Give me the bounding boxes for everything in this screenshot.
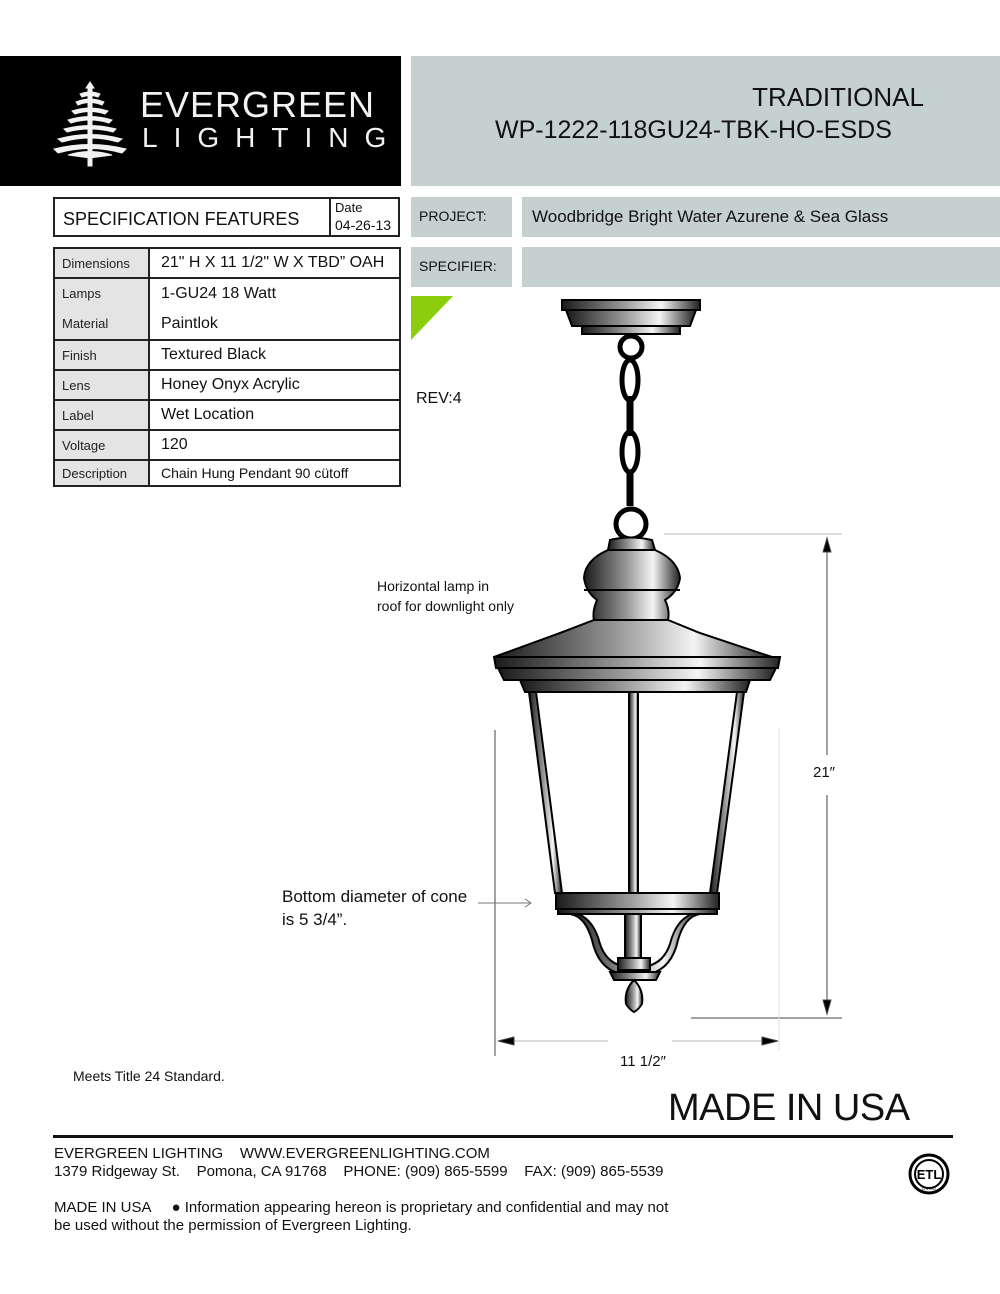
height-dimension-label: 21″: [813, 764, 835, 781]
specifier-value-cell: [522, 247, 1000, 287]
spec-label: Material: [62, 316, 109, 331]
project-label-cell: [411, 197, 512, 237]
table-row: [54, 460, 400, 486]
ceiling-canopy-icon: [562, 300, 700, 334]
table-row: [54, 340, 400, 370]
lantern-bottom-icon: [570, 914, 700, 1012]
roof-lamp-note: Horizontal lamp in roof for downlight only: [377, 578, 514, 614]
spec-value: 120: [149, 430, 400, 460]
svg-text:LISTED: LISTED: [921, 1186, 937, 1191]
width-dimension-label: 11 1/2″: [620, 1053, 666, 1070]
spec-value: 21" H X 11 1/2" W X TBD” OAH: [149, 248, 400, 278]
etl-listed-icon: [905, 1152, 953, 1196]
spec-label: Description: [54, 460, 149, 486]
date-label: Date: [335, 200, 363, 215]
footer-company-website: EVERGREEN LIGHTING WWW.EVERGREENLIGHTING.COM: [54, 1145, 490, 1162]
spec-value: Paintlok: [161, 315, 218, 332]
spec-features-title: SPECIFICATION FEATURES: [63, 209, 300, 229]
lantern-cage-icon: [529, 692, 744, 914]
project-label: PROJECT:: [419, 208, 487, 224]
spec-value: Chain Hung Pendant 90 cütoff: [149, 460, 400, 486]
spec-label: Label: [54, 400, 149, 430]
cone-diameter-note: Bottom diameter of cone is 5 3/4”.: [282, 887, 468, 929]
table-row: [54, 430, 400, 460]
spec-label: Lamps: [62, 286, 102, 301]
spec-label: Finish: [54, 340, 149, 370]
made-in-usa-banner: MADE IN USA: [668, 1087, 910, 1129]
spec-label: Dimensions: [54, 248, 149, 278]
chain-icon: [616, 336, 646, 539]
brand-name-line2: LIGHTING: [142, 122, 403, 153]
spec-value: Textured Black: [149, 340, 400, 370]
brand-name-line1: EVERGREEN: [140, 84, 376, 125]
spec-value: Honey Onyx Acrylic: [149, 370, 400, 400]
spec-label: Voltage: [54, 430, 149, 460]
spec-value: 1-GU24 18 Watt: [161, 285, 277, 302]
specifier-label-cell: [411, 247, 512, 287]
brand-logo-block: [0, 56, 401, 186]
revision-label: REV:4: [416, 390, 462, 407]
green-corner-marker: [411, 296, 453, 340]
lantern-roof-icon: [494, 538, 780, 693]
specifier-label: SPECIFIER:: [419, 258, 497, 274]
title-24-compliance: Meets Title 24 Standard.: [73, 1068, 225, 1084]
spec-label: Lens: [54, 370, 149, 400]
spec-table: [53, 247, 401, 487]
footer-address-contact: 1379 Ridgeway St. Pomona, CA 91768 PHONE: (909) 865-5599 FAX: (909) 865-5539: [54, 1163, 664, 1180]
pendant-lantern-drawing: [470, 290, 870, 1070]
divider: [329, 199, 331, 235]
date-value: 04-26-13: [335, 217, 392, 233]
evergreen-tree-icon: [50, 78, 130, 170]
product-model-number: WP-1222-118GU24-TBK-HO-ESDS: [495, 116, 892, 144]
footer-divider: [53, 1135, 953, 1138]
table-row: [54, 248, 400, 278]
table-row: [54, 400, 400, 430]
product-title-block: [411, 56, 1000, 186]
project-value: Woodbridge Bright Water Azurene & Sea Glass: [532, 207, 889, 226]
project-value-cell: [522, 197, 1000, 237]
footer-disclaimer-line2: be used without the permission of Evergreen Lighting.: [54, 1217, 412, 1234]
table-row: [54, 278, 400, 340]
table-row: [54, 370, 400, 400]
spec-features-header: [53, 197, 400, 237]
spec-value: Wet Location: [149, 400, 400, 430]
svg-text:ETL: ETL: [916, 1167, 942, 1182]
product-style: TRADITIONAL: [752, 82, 924, 112]
footer-disclaimer-line1: MADE IN USA ● Information appearing hereon is proprietary and confidential and may not: [54, 1199, 669, 1216]
